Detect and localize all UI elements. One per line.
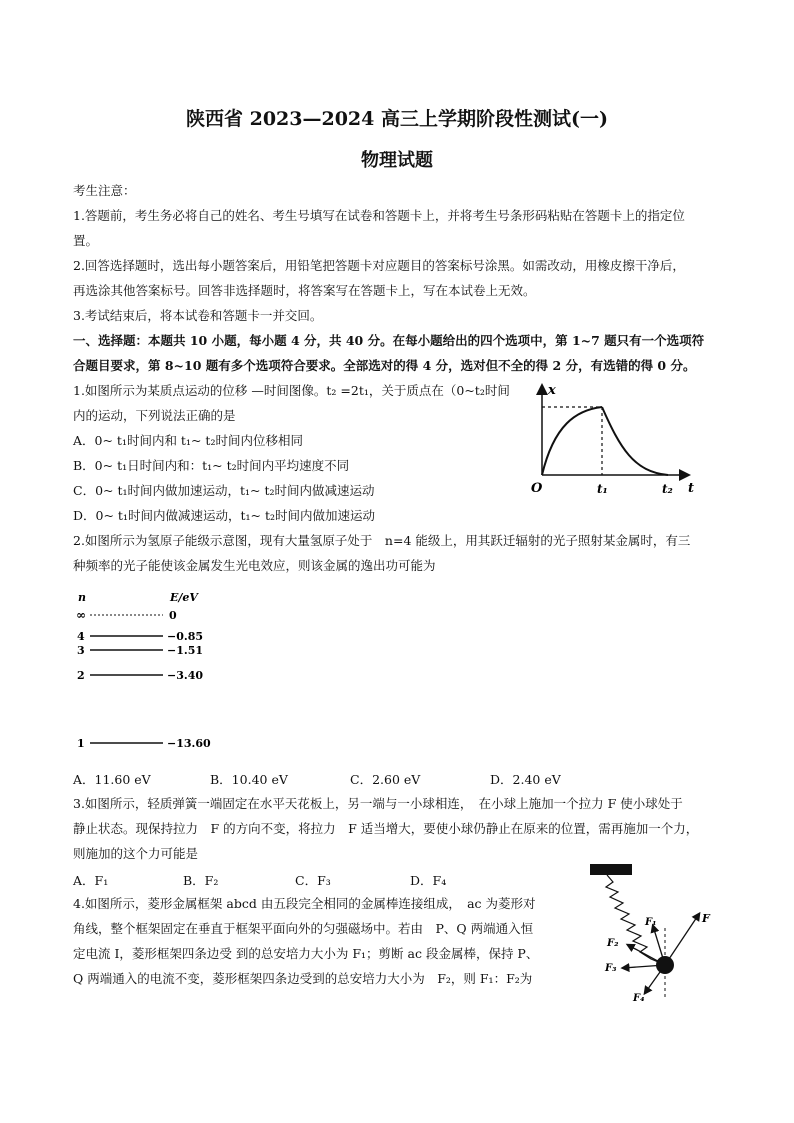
hydrogen-energy-level-diagram	[70, 588, 220, 754]
question-1-option-a: A．0~ t₁时间内和 t₁~ t₂时间内位移相同	[73, 433, 303, 448]
displacement-time-graph	[528, 380, 704, 498]
level-energy: −0.85	[167, 630, 204, 643]
question-3-stem: 3.如图所示，轻质弹簧一端固定在水平天花板上，另一端与一小球相连， 在小球上施加一个拉力 F 使小球处于	[73, 796, 683, 811]
level-energy: −13.60	[167, 737, 211, 750]
question-2-option-b: B．10.40 eV	[210, 772, 288, 787]
level-energy: −1.51	[167, 644, 204, 657]
level-n: 4	[77, 630, 85, 643]
force-F4-label: F₄	[633, 993, 645, 1004]
question-4-stem: 定电流 I，菱形框架四条边受 到的总安培力大小为 F₁；剪断 ac 段金属棒，保持 P、	[73, 946, 539, 961]
force-F-arrow	[665, 914, 699, 965]
question-1-stem: 内的运动，下列说法正确的是	[73, 408, 236, 423]
y-axis-label: x	[548, 383, 556, 398]
force-F3-label: F₃	[605, 963, 617, 974]
ball	[656, 956, 674, 974]
curve-fall	[602, 407, 668, 475]
question-3-option-d: D．F₄	[410, 873, 447, 888]
level-energy: 0	[169, 609, 177, 622]
level-n: ∞	[76, 608, 86, 622]
section-heading: 一、选择题：本题共 10 小题，每小题 4 分，共 40 分。在每小题给出的四个选项中，第 1~7 题只有一个选项符	[73, 333, 705, 348]
question-2-option-c: C．2.60 eV	[350, 772, 421, 787]
level-energy: −3.40	[167, 669, 204, 682]
n-header: n	[78, 591, 86, 604]
notice-line: 2.回答选择题时，选出每小题答案后，用铅笔把答题卡对应题目的答案标号涂黑。如需改动，用橡皮擦干净后，	[73, 258, 685, 273]
page-subtitle: 物理试题	[361, 150, 433, 171]
x-axis-label: t	[688, 481, 695, 496]
question-2-option-a: A．11.60 eV	[73, 772, 151, 787]
question-1-option-b: B．0~ t₁日时间内和：t₁~ t₂时间内平均速度不同	[73, 458, 350, 473]
question-1-option-c: C．0~ t₁时间内做加速运动，t₁~ t₂时间内做减速运动	[73, 483, 375, 498]
t1-label: t₁	[597, 482, 608, 496]
origin-label: O	[531, 481, 543, 496]
question-2-option-d: D．2.40 eV	[490, 772, 561, 787]
notice-line: 1.答题前，考生务必将自己的姓名、考生号填写在试卷和答题卡上，并将考生号条形码粘贴在答题卡上的指定位	[73, 208, 685, 223]
force-F2-label: F₂	[607, 938, 619, 949]
force-F-label: F	[702, 912, 710, 925]
t2-label: t₂	[662, 482, 673, 496]
notice-line: 置。	[73, 233, 99, 248]
question-4-stem: 角线，整个框架固定在垂直于框架平面向外的匀强磁场中。若由 P、Q 两端通入恒	[73, 921, 534, 936]
question-2-stem: 2.如图所示为氢原子能级示意图，现有大量氢原子处于 n=4 能级上，用其跃迁辐射的光子照射某金属时，有三	[73, 533, 691, 548]
question-1-option-d: D．0~ t₁时间内做减速运动，t₁~ t₂时间内做加速运动	[73, 508, 375, 523]
e-header: E/eV	[170, 591, 198, 604]
level-n: 3	[77, 644, 85, 657]
notice-line: 再选涂其他答案标号。回答非选择题时，将答案写在答题卡上，写在本试卷上无效。	[73, 283, 536, 298]
level-n: 2	[77, 669, 85, 682]
question-3-option-a: A．F₁	[73, 873, 109, 888]
ceiling	[590, 864, 632, 875]
question-3-stem: 则施加的这个力可能是	[73, 846, 199, 861]
question-4-stem: Q 两端通入的电流不变，菱形框架四条边受到的总安培力大小为 F₂，则 F₁：F₂为	[73, 971, 533, 986]
force-F1-label: F₁	[645, 917, 657, 928]
question-3-stem: 静止状态。现保持拉力 F 的方向不变，将拉力 F 适当增大，要使小球仍静止在原来的位置，需再施加一个力，	[73, 821, 699, 836]
notice-line: 3.考试结束后，将本试卷和答题卡一并交回。	[73, 308, 323, 323]
notice-heading: 考生注意：	[73, 183, 136, 198]
curve-rise	[542, 407, 602, 475]
page-title: 陕西省 2023—2024 高三上学期阶段性测试(一)	[186, 108, 608, 130]
question-4-stem: 4.如图所示，菱形金属框架 abcd 由五段完全相同的金属棒连接组成， ac 为菱形对	[73, 896, 536, 911]
section-heading: 合题目要求，第 8~10 题有多个选项符合要求。全部选对的得 4 分，选对但不全的得 2 分，有选错的得 0 分。	[73, 358, 696, 373]
question-3-option-b: B．F₂	[183, 873, 219, 888]
question-1-stem: 1.如图所示为某质点运动的位移 —时间图像。t₂ =2t₁，关于质点在（0~t₂时间	[73, 383, 510, 398]
level-n: 1	[77, 737, 85, 750]
question-2-stem: 种频率的光子能使该金属发生光电效应，则该金属的逸出功可能为	[73, 558, 436, 573]
question-3-option-c: C．F₃	[295, 873, 331, 888]
spring-ball-force-diagram	[585, 858, 720, 1008]
